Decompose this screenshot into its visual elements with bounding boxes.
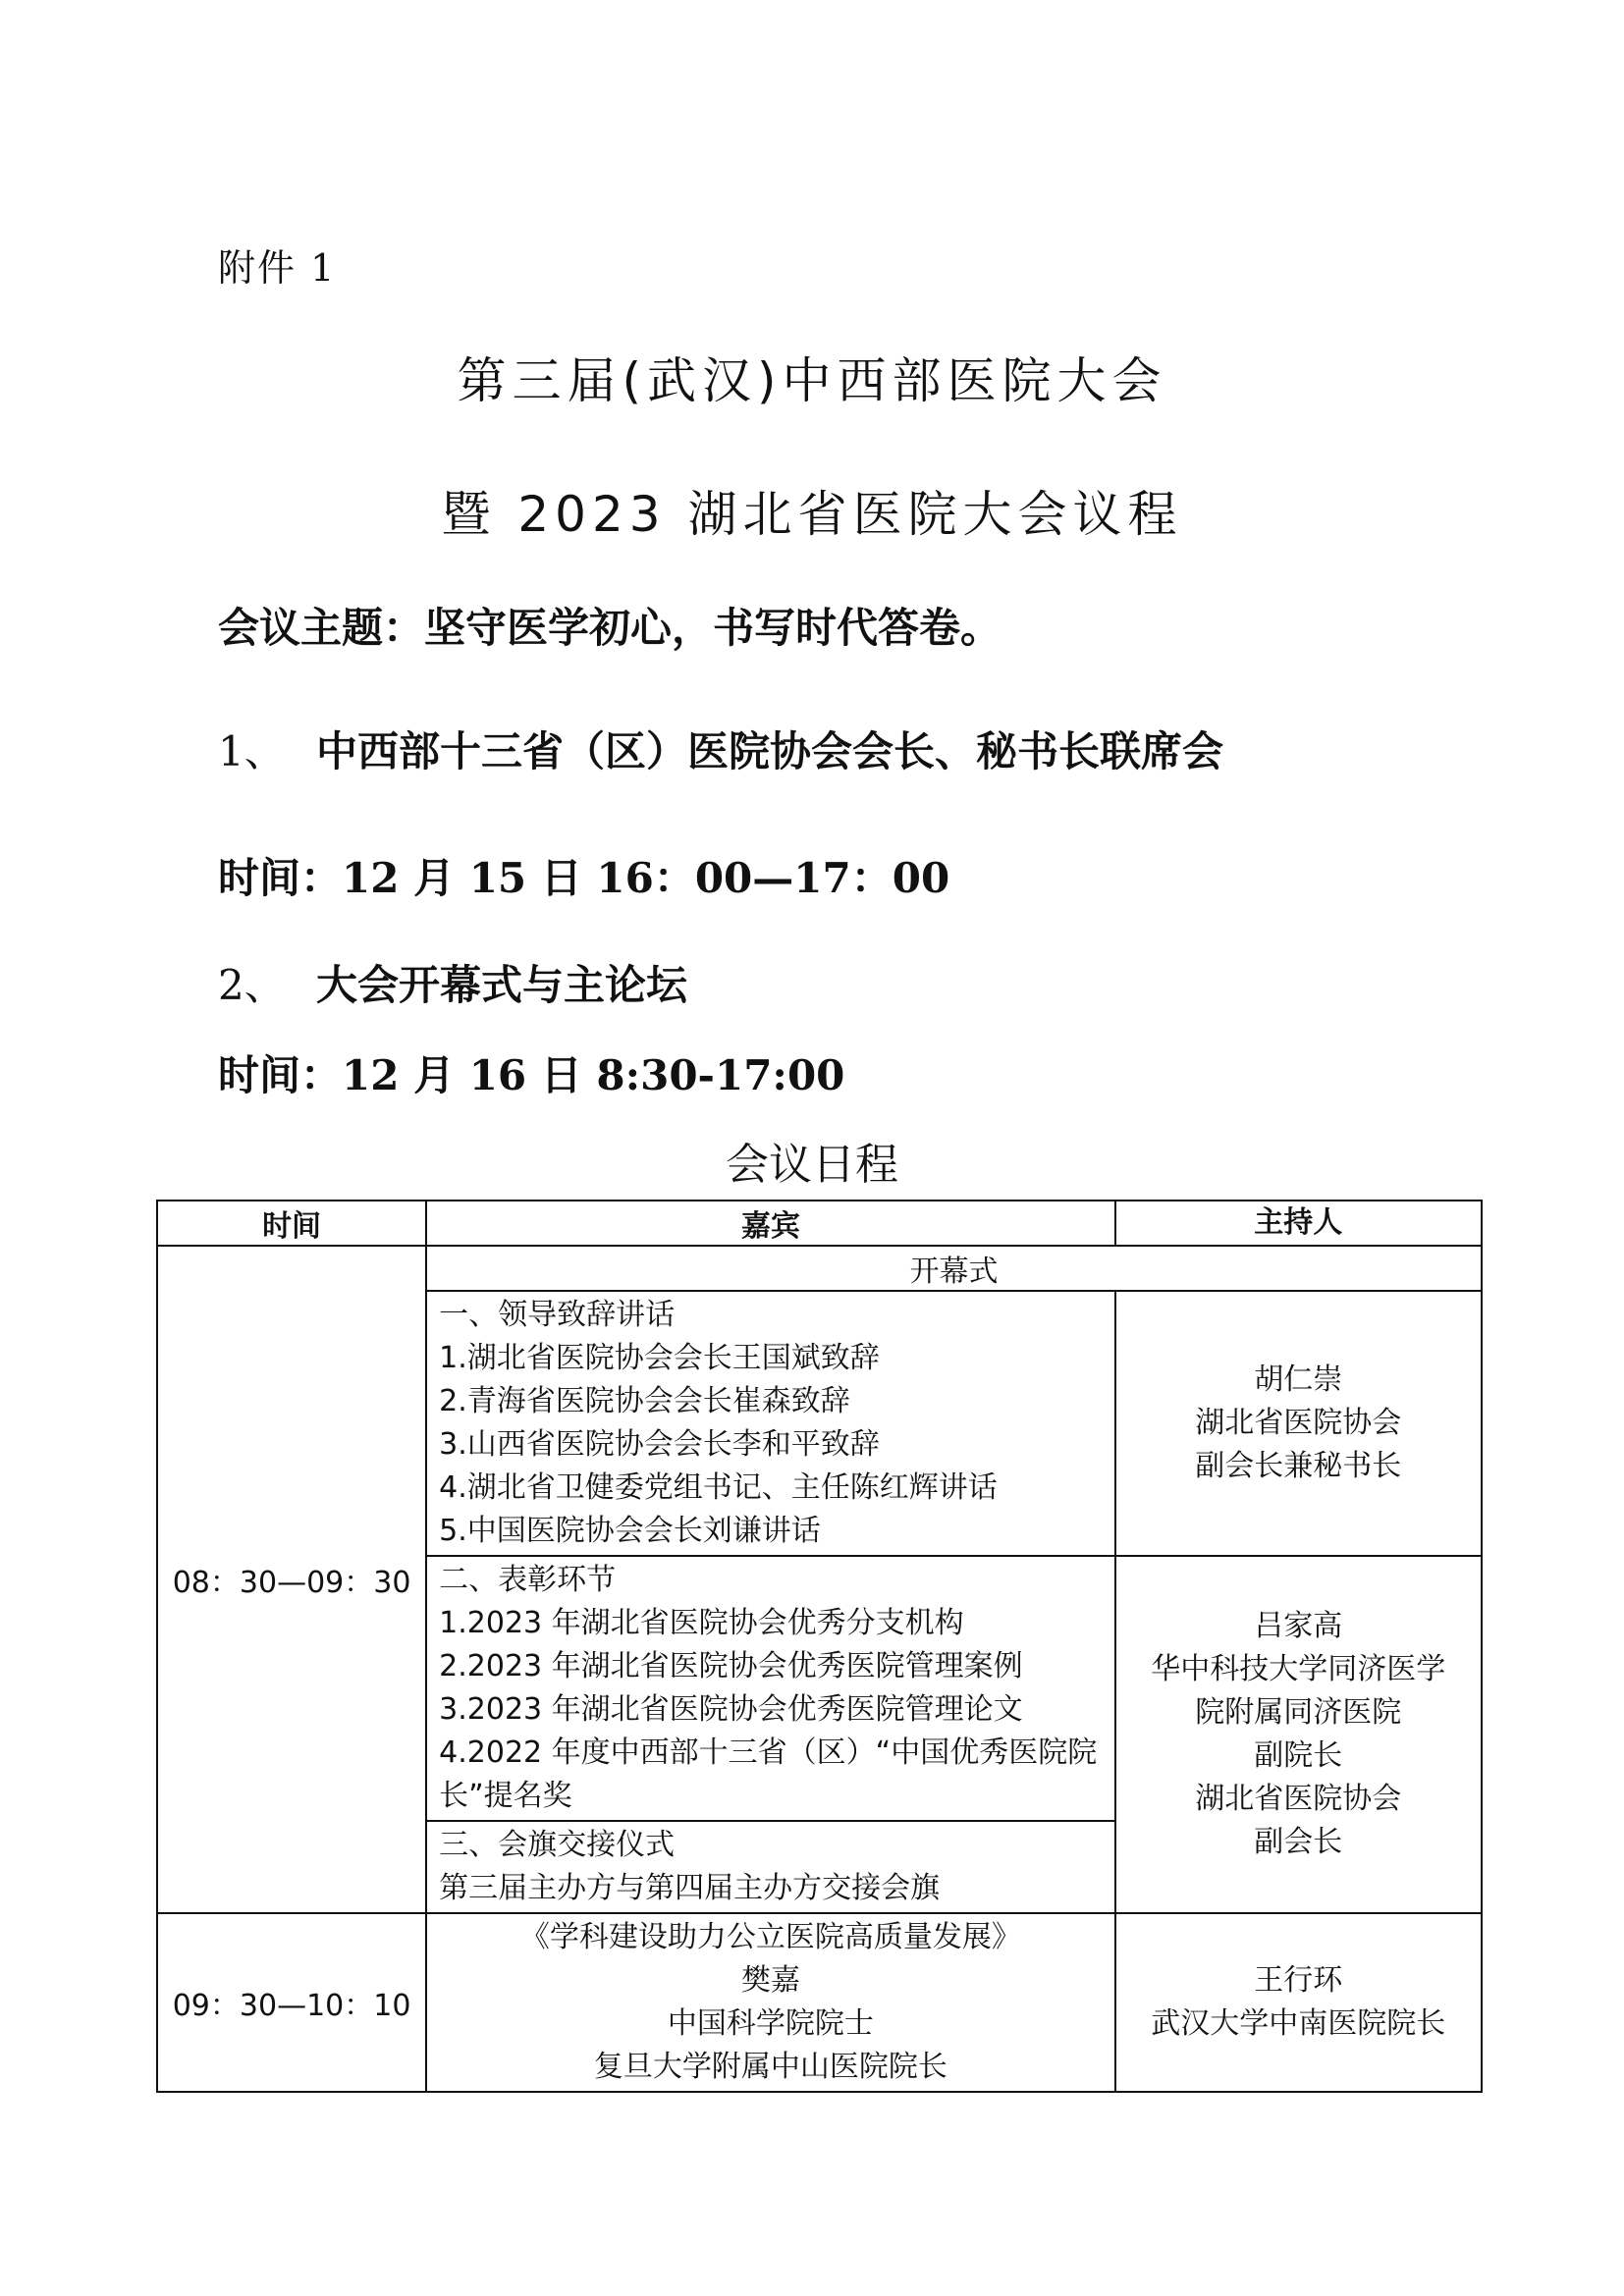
list-item: 第三届主办方与第四届主办方交接会旗	[439, 1871, 941, 1905]
header-host: 主持人	[1115, 1201, 1482, 1246]
section-1-heading	[218, 720, 1223, 778]
section-2-heading	[218, 953, 687, 1012]
title-line-1: 第三届(武汉)中西部医院大会	[457, 352, 1167, 409]
block2-host	[1115, 1556, 1482, 1913]
section-2-number: 2、	[218, 961, 286, 1009]
list-item: 三、会旗交接仪式	[439, 1828, 676, 1862]
list-item: 二、表彰环节	[439, 1563, 617, 1597]
section-2-time: 时间：12 月 16 日 8:30-17:00	[218, 1051, 845, 1099]
header-guest: 嘉宾	[426, 1201, 1114, 1246]
list-item: 2.2023 年湖北省医院协会优秀医院管理案例	[439, 1649, 1023, 1683]
row1-time: 08：30—09：30	[157, 1246, 426, 1913]
list-item: 1.2023 年湖北省医院协会优秀分支机构	[439, 1606, 964, 1640]
host-line: 武汉大学中南医院院长	[1151, 2006, 1446, 2041]
host-line: 湖北省医院协会	[1195, 1782, 1402, 1816]
section-1-text: 中西部十三省（区）医院协会会长、秘书长联席会	[316, 727, 1224, 775]
section-1-number: 1、	[218, 727, 286, 775]
talk-title: 《学科建设助力公立医院高质量发展》	[519, 1920, 1021, 1954]
schedule-title: 会议日程	[726, 1140, 898, 1190]
block2-guests	[426, 1556, 1114, 1821]
list-item: 2.青海省医院协会会长崔森致辞	[439, 1384, 850, 1418]
list-item: 3.山西省医院协会会长李和平致辞	[439, 1427, 880, 1462]
block3-guests	[426, 1821, 1114, 1913]
header-time: 时间	[157, 1201, 426, 1246]
meeting-theme: 会议主题：坚守医学初心，书写时代答卷。	[218, 604, 1002, 652]
row2-guests	[426, 1913, 1114, 2092]
host-line: 副会长兼秘书长	[1195, 1449, 1402, 1483]
table-row	[157, 1913, 1482, 2092]
table-row	[157, 1246, 1482, 1291]
title-line-2: 暨 2023 湖北省医院大会议程	[441, 486, 1183, 543]
list-item: 4.湖北省卫健委党组书记、主任陈红辉讲话	[439, 1470, 998, 1505]
speaker-title: 中国科学院院士	[667, 2006, 874, 2041]
host-line: 院附属同济医院	[1195, 1695, 1402, 1730]
row2-time: 09：30—10：10	[157, 1913, 426, 2092]
block1-guests	[426, 1291, 1114, 1556]
section-2-text: 大会开幕式与主论坛	[316, 961, 688, 1009]
table-header-row	[157, 1201, 1482, 1246]
list-item: 3.2023 年湖北省医院协会优秀医院管理论文	[439, 1692, 1023, 1727]
list-item: 一、领导致辞讲话	[439, 1298, 676, 1332]
opening-ceremony-label: 开幕式	[426, 1246, 1482, 1291]
speaker-name: 樊嘉	[740, 1963, 800, 1998]
block1-host	[1115, 1291, 1482, 1556]
host-line: 副会长	[1254, 1825, 1343, 1859]
attachment-label: 附件 1	[218, 246, 337, 290]
host-line: 华中科技大学同济医学	[1151, 1652, 1446, 1686]
host-line: 吕家高	[1254, 1609, 1343, 1643]
speaker-affiliation: 复旦大学附属中山医院院长	[593, 2050, 947, 2084]
list-item: 5.中国医院协会会长刘谦讲话	[439, 1514, 821, 1548]
section-1-time: 时间：12 月 15 日 16：00—17：00	[218, 854, 950, 902]
host-line: 胡仁崇	[1254, 1362, 1343, 1397]
host-line: 湖北省医院协会	[1195, 1406, 1402, 1440]
row2-host	[1115, 1913, 1482, 2092]
list-item: 4.2022 年度中西部十三省（区）“中国优秀医院院	[439, 1735, 1098, 1770]
agenda-table	[156, 1200, 1483, 2093]
list-item: 长”提名奖	[439, 1779, 572, 1813]
host-line: 副院长	[1254, 1738, 1343, 1773]
host-line: 王行环	[1254, 1963, 1343, 1998]
list-item: 1.湖北省医院协会会长王国斌致辞	[439, 1341, 880, 1375]
